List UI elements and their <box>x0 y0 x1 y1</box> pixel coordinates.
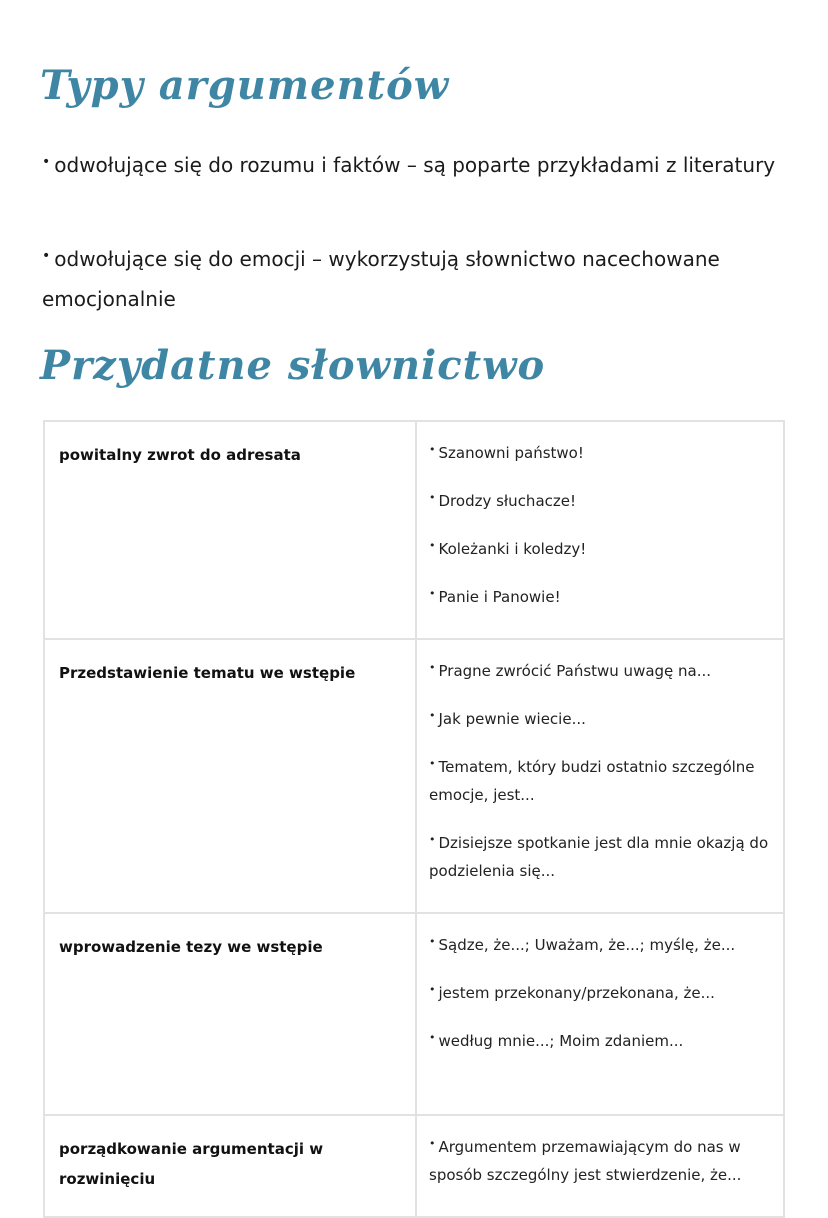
phrase-item: • Koleżanki i koledzy! <box>429 539 587 558</box>
bullet-icon: • <box>42 248 51 264</box>
phrases-cell <box>416 1115 784 1217</box>
bullet-icon: • <box>429 539 436 552</box>
bullet-icon: • <box>42 154 51 170</box>
bullet-icon: • <box>429 1137 436 1150</box>
category-label: powitalny zwrot do adresata <box>59 446 301 464</box>
phrase-item: • Pragne zwrócić Państwu uwagę na... <box>429 661 712 680</box>
bullet-icon: • <box>429 983 436 996</box>
category-cell <box>44 639 416 913</box>
heading-useful-vocabulary: Przydatne słownictwo <box>40 342 546 389</box>
phrases-cell <box>416 913 784 1115</box>
bullet-icon: • <box>429 661 436 674</box>
bullet-icon: • <box>429 935 436 948</box>
argument-type-item: • odwołujące się do emocji – wykorzystują słownictwo nacechowane emocjonalnie <box>42 247 720 311</box>
phrase-item: • Szanowni państwo! <box>429 443 584 462</box>
phrase-item: • Panie i Panowie! <box>429 587 561 606</box>
phrase-item: • Argumentem przemawiającym do nas w sposób szczególny jest stwierdzenie, że... <box>429 1137 742 1184</box>
table-row <box>44 421 784 639</box>
argument-type-item: • odwołujące się do rozumu i faktów – są poparte przykładami z literatury <box>42 153 776 177</box>
category-label: Przedstawienie tematu we wstępie <box>59 664 356 682</box>
bullet-icon: • <box>429 833 436 846</box>
bullet-icon: • <box>429 757 436 770</box>
bullet-icon: • <box>429 709 436 722</box>
phrases-cell <box>416 421 784 639</box>
table-row <box>44 913 784 1115</box>
phrase-item: • Tematem, który budzi ostatnio szczególne emocje, jest... <box>429 757 755 804</box>
table-row <box>44 639 784 913</box>
bullet-icon: • <box>429 443 436 456</box>
category-cell <box>44 913 416 1115</box>
phrase-item: • Sądze, że...; Uważam, że...; myślę, że... <box>429 935 736 954</box>
table-row <box>44 1115 784 1217</box>
phrase-item: • jestem przekonany/przekonana, że... <box>429 983 715 1002</box>
phrase-item: • Drodzy słuchacze! <box>429 491 576 510</box>
phrases-cell <box>416 639 784 913</box>
bullet-icon: • <box>429 491 436 504</box>
category-label: porządkowanie argumentacji w rozwinięciu <box>59 1140 324 1188</box>
bullet-icon: • <box>429 1031 436 1044</box>
phrase-item: • Jak pewnie wiecie... <box>429 709 586 728</box>
heading-argument-types: Typy argumentów <box>40 62 450 109</box>
phrase-item: • według mnie...; Moim zdaniem... <box>429 1031 684 1050</box>
vocabulary-table <box>43 420 785 1218</box>
phrase-item: • Dzisiejsze spotkanie jest dla mnie okazją do podzielenia się... <box>429 833 769 880</box>
category-label: wprowadzenie tezy we wstępie <box>59 938 323 956</box>
bullet-icon: • <box>429 587 436 600</box>
category-cell <box>44 421 416 639</box>
category-cell <box>44 1115 416 1217</box>
